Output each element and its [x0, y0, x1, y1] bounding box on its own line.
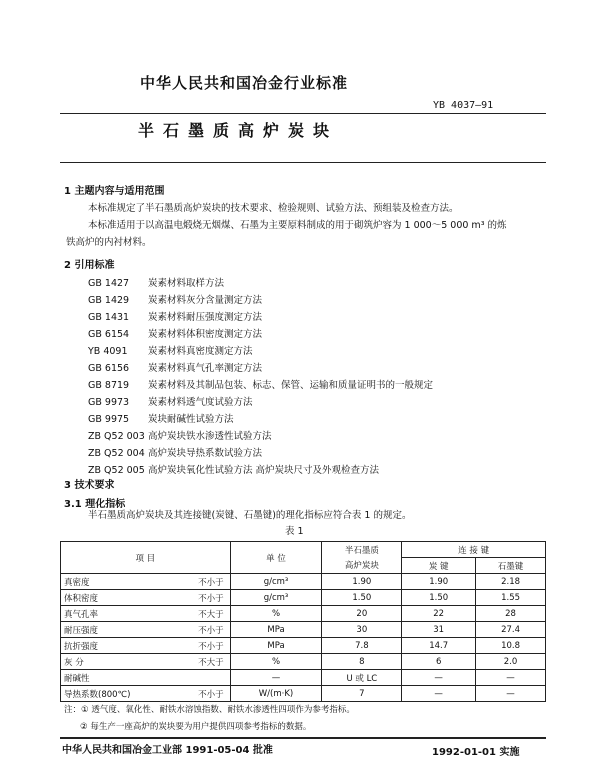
reference-item: ZB Q52 004 高炉炭块导热系数试验方法	[88, 448, 263, 459]
effective-date: 1992-01-01 实施	[432, 747, 520, 758]
section-1-para-2b: 铁高炉的内衬材料。	[66, 237, 152, 248]
document-title: 半石墨质高炉炭块	[138, 121, 339, 140]
section-1-heading: 1 主题内容与适用范围	[64, 186, 165, 197]
approval-line: 中华人民共和国冶金工业部 1991-05-04 批准	[62, 745, 273, 756]
reference-item: GB 9975 炭块耐碱性试验方法	[88, 414, 234, 425]
table-row: 体积密度 不小于 g/cm³ 1.50 1.50 1.55	[61, 590, 546, 606]
reference-item: GB 1431 炭素材料耐压强度测定方法	[88, 312, 263, 323]
table-header-row	[61, 542, 546, 558]
reference-item: GB 8719 炭素材料及其制品包装、标志、保管、运输和质量证明书的一般规定	[88, 380, 434, 391]
title-rule	[60, 162, 546, 163]
table-row: 真气孔率 不大于 % 20 22 28	[61, 606, 546, 622]
reference-item: GB 9973 炭素材料透气度试验方法	[88, 397, 253, 408]
table-row: 灰 分 不大于 % 8 6 2.0	[61, 654, 546, 670]
header-rule	[60, 113, 546, 114]
table-row: 抗折强度 不小于 MPa 7.8 14.7 10.8	[61, 638, 546, 654]
table-caption: 表 1	[285, 526, 304, 537]
standard-code: YB 4037—91	[433, 100, 494, 111]
properties-table	[60, 541, 546, 702]
header-item: 项 目	[61, 542, 231, 574]
reference-item: GB 6154 炭素材料体积密度测定方法	[88, 329, 263, 340]
footer-rule	[60, 737, 546, 739]
reference-item: ZB Q52 003 高炉炭块铁水渗透性试验方法	[88, 431, 272, 442]
section-3-heading: 3 技术要求	[64, 480, 115, 491]
header-semi-line1: 半石墨质	[322, 542, 402, 558]
header-connection-key: 连 接 键	[402, 542, 546, 558]
table-row: 耐压强度 不小于 MPa 30 31 27.4	[61, 622, 546, 638]
header-semi-line2: 高炉炭块	[322, 558, 402, 574]
table-row: 导热系数(800℃) 不小于 W/(m·K) 7 — —	[61, 686, 546, 702]
section-2-heading: 2 引用标准	[64, 260, 115, 271]
header-unit: 单 位	[230, 542, 322, 574]
section-3-1-heading: 3.1 理化指标	[64, 499, 126, 510]
org-title: 中华人民共和国冶金行业标准	[140, 74, 349, 92]
section-3-para: 半石墨质高炉炭块及其连接键(炭键、石墨键)的理化指标应符合表 1 的规定。	[88, 510, 412, 521]
section-1-para-2a: 本标准适用于以高温电煅烧无烟煤、石墨为主要原料制成的用于砌筑炉容为 1 000～5 000 m³ 的炼	[88, 220, 507, 231]
table-row: 耐碱性 — U 或 LC — —	[61, 670, 546, 686]
reference-item: GB 1427 炭素材料取样方法	[88, 278, 225, 289]
table-note-1: 注：① 透气度、氧化性、耐铁水溶蚀指数、耐铁水渗透性四项作为参考指标。	[64, 705, 355, 715]
reference-item: YB 4091 炭素材料真密度测定方法	[88, 346, 253, 357]
header-graphite-key: 石墨键	[476, 558, 546, 574]
reference-item: GB 1429 炭素材料灰分含量测定方法	[88, 295, 263, 306]
reference-item: ZB Q52 005 高炉炭块氧化性试验方法 高炉炭块尺寸及外观检查方法	[88, 465, 380, 476]
table-row: 真密度 不小于 g/cm³ 1.90 1.90 2.18	[61, 574, 546, 590]
table-note-2: ② 每生产一座高炉的炭块要为用户提供四项参考指标的数据。	[80, 722, 312, 732]
section-1-para-1: 本标准规定了半石墨质高炉炭块的技术要求、检验规则、试验方法、预组装及检查方法。	[88, 203, 459, 214]
reference-item: GB 6156 炭素材料真气孔率测定方法	[88, 363, 263, 374]
header-carbon-key: 炭 键	[402, 558, 476, 574]
